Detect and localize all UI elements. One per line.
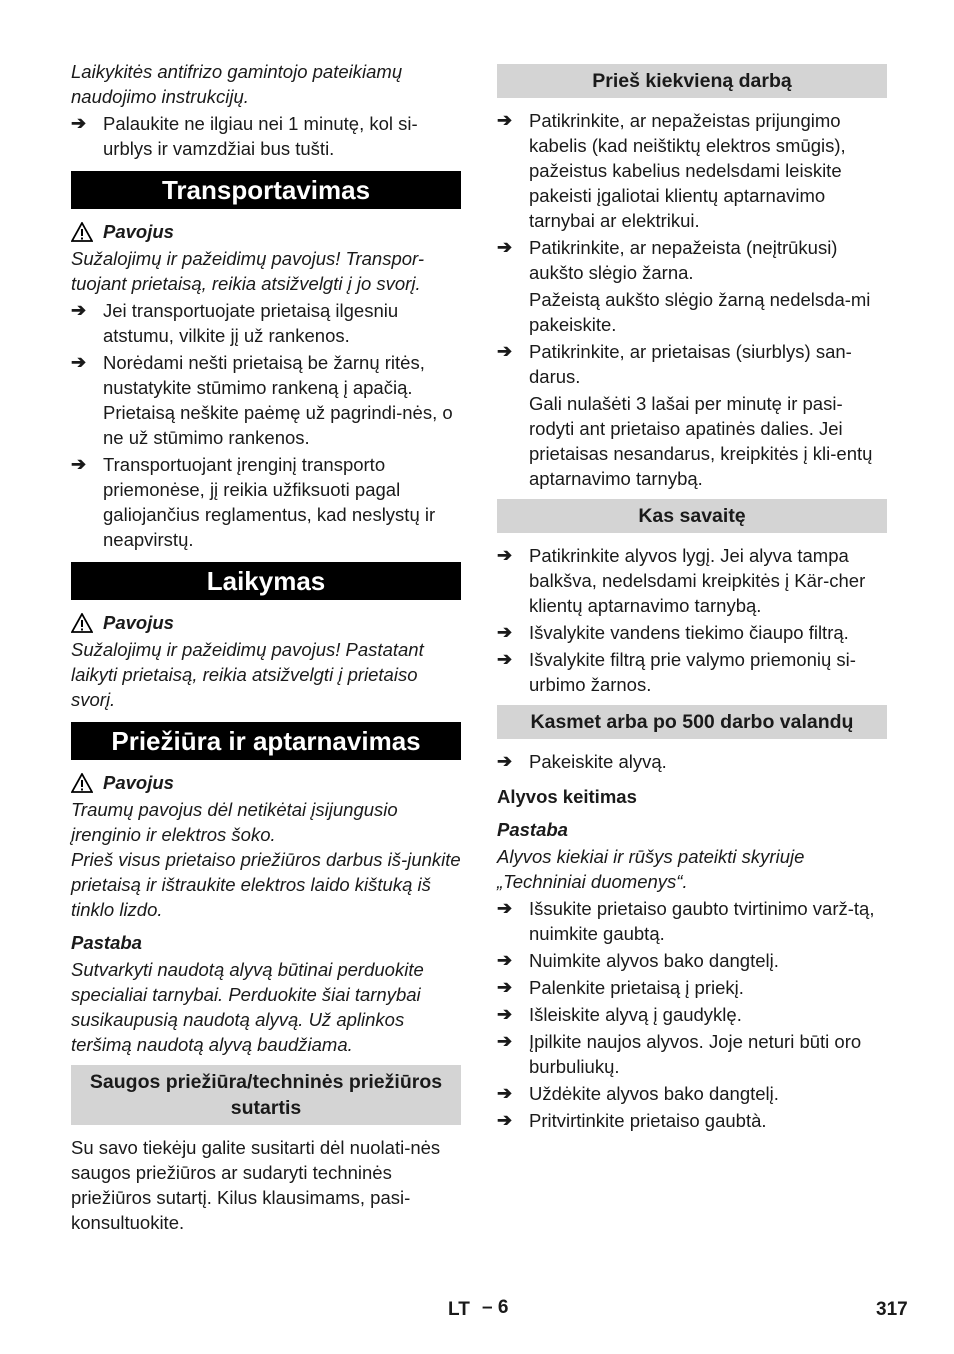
list-item: ➔ Išleiskite alyvą į gaudyklę. bbox=[497, 1004, 742, 1025]
list-item: ➔ Nuimkite alyvos bako dangtelį. bbox=[497, 950, 779, 971]
section-heading-maintenance: Priežiūra ir aptarnavimas bbox=[71, 722, 461, 760]
section-heading-weekly: Kas savaitę bbox=[497, 499, 887, 533]
arrow-right-icon: ➔ bbox=[497, 1110, 513, 1130]
list-item-subtext: Gali nulašėti 3 lašai per minutę ir pasi-rodyti ant prietaiso apatinės dalies. Jei prietaisas nesandarus, kreipkitės į kli-entų aptarnavimo tarnybą. bbox=[529, 393, 873, 489]
warning-triangle-icon bbox=[71, 773, 93, 793]
warning-label: Pavojus bbox=[71, 219, 461, 244]
contract-text: Su savo tiekėju galite susitarti dėl nuolati-nės saugos priežiūros ar sudaryti techninės priežiūros sutartį. Kilus klausimams, pasi-konsultuokite. bbox=[71, 1137, 441, 1233]
list-item: ➔ Išsukite prietaiso gaubto tvirtinimo varž-tą, nuimkite gaubtą. bbox=[497, 898, 875, 944]
arrow-right-icon: ➔ bbox=[497, 341, 513, 361]
warning-text: Sužalojimų ir pažeidimų pavojus! Pastatant laikyti prietaisą, reikia atsižvelgti į prietaiso svorį. bbox=[71, 639, 424, 710]
list-item: ➔ Patikrinkite, ar nepažeista (neįtrūkusi) aukšto slėgio žarna. bbox=[497, 237, 838, 283]
arrow-right-icon: ➔ bbox=[497, 977, 513, 997]
list-item: ➔ Patikrinkite, ar prietaisas (siurblys) san-darus. bbox=[497, 341, 852, 387]
arrow-right-icon: ➔ bbox=[497, 898, 513, 918]
arrow-right-icon: ➔ bbox=[71, 352, 87, 372]
list-item: ➔ Išvalykite filtrą prie valymo priemonių si-urbimo žarnos. bbox=[497, 649, 856, 695]
warning-text: Sužalojimų ir pažeidimų pavojus! Transpor-tuojant prietaisą, reikia atsižvelgti į jo svorį. bbox=[71, 248, 425, 294]
arrow-right-icon: ➔ bbox=[497, 751, 513, 771]
list-item: ➔ Norėdami nešti prietaisą be žarnų ritės, nustatykite stūmimo rankeną į apačią. Prietaisą neškite paėmę už pagrindi-nės, o ne už stūmimo rankenos. bbox=[71, 352, 453, 448]
arrow-right-icon: ➔ bbox=[497, 950, 513, 970]
arrow-right-icon: ➔ bbox=[497, 1031, 513, 1051]
note-text: Sutvarkyti naudotą alyvą būtinai perduokite specialiai tarnybai. Perduokite šiai tarnybai susikaupusią naudotą alyvą. Už aplinkos teršimą naudotą alyvą baudžiama. bbox=[71, 959, 424, 1055]
footer-local-page: – 6 bbox=[482, 1297, 509, 1318]
warning-text: Prieš visus prietaiso priežiūros darbus iš-junkite prietaisą ir ištraukite elektros laido kištuką iš tinklo lizdo. bbox=[71, 849, 461, 920]
sub-heading-oil-change: Alyvos keitimas bbox=[497, 786, 637, 807]
note-label: Pastaba bbox=[497, 819, 568, 840]
list-item: ➔ Palenkite prietaisą į priekį. bbox=[497, 977, 744, 998]
warning-text: Traumų pavojus dėl netikėtai įsijungusio įrenginio ir elektros šoko. bbox=[71, 799, 398, 845]
section-heading-storage: Laikymas bbox=[71, 562, 461, 600]
section-heading-transport: Transportavimas bbox=[71, 171, 461, 209]
warning-label: Pavojus bbox=[71, 610, 461, 635]
list-item: ➔ Palaukite ne ilgiau nei 1 minutę, kol si-urblys ir vamzdžiai bus tušti. bbox=[71, 113, 418, 159]
right-column bbox=[497, 64, 887, 1135]
list-item: ➔ Pakeiskite alyvą. bbox=[497, 751, 667, 772]
list-item: ➔ Pritvirtinkite prietaiso gaubtà. bbox=[497, 1110, 767, 1131]
note-label: Pastaba bbox=[71, 932, 142, 953]
list-item: ➔ Įpilkite naujos alyvos. Joje neturi būti oro burbuliukų. bbox=[497, 1031, 862, 1077]
arrow-right-icon: ➔ bbox=[71, 113, 87, 133]
arrow-right-icon: ➔ bbox=[497, 545, 513, 565]
arrow-right-icon: ➔ bbox=[71, 454, 87, 474]
left-column bbox=[71, 59, 461, 1235]
list-item: ➔ Patikrinkite, ar nepažeistas prijungimo kabelis (kad neištiktų elektros smūgis), pažeistus kabelius nedelsdami leiskite pakeisti įgaliotai klientų aptarnavimo tarnybai ar elektrikui. bbox=[497, 110, 846, 231]
arrow-right-icon: ➔ bbox=[497, 110, 513, 130]
warning-label: Pavojus bbox=[71, 770, 461, 795]
list-item-subtext: Pažeistą aukšto slėgio žarną nedelsda-mi pakeiskite. bbox=[529, 289, 871, 335]
page-number: 317 bbox=[876, 1299, 908, 1320]
list-item: ➔ Uždėkite alyvos bako dangtelį. bbox=[497, 1083, 779, 1104]
warning-triangle-icon bbox=[71, 222, 93, 242]
list-item: ➔ Patikrinkite alyvos lygį. Jei alyva tampa balkšva, nedelsdami kreipkitės į Kär-cher klientų aptarnavimo tarnybą. bbox=[497, 545, 866, 616]
arrow-right-icon: ➔ bbox=[497, 622, 513, 642]
list-item: ➔ Išvalykite vandens tiekimo čiaupo filtrą. bbox=[497, 622, 849, 643]
arrow-right-icon: ➔ bbox=[497, 649, 513, 669]
warning-triangle-icon bbox=[71, 613, 93, 633]
list-item: ➔ Jei transportuojate prietaisą ilgesniu atstumu, vilkite jį už rankenos. bbox=[71, 300, 399, 346]
arrow-right-icon: ➔ bbox=[497, 1083, 513, 1103]
arrow-right-icon: ➔ bbox=[71, 300, 87, 320]
arrow-right-icon: ➔ bbox=[497, 237, 513, 257]
footer-language: LT bbox=[448, 1299, 470, 1320]
antifreeze-note: Laikykitės antifrizo gamintojo pateikiamų naudojimo instrukcijų. bbox=[71, 61, 403, 107]
note-text: Alyvos kiekiai ir rūšys pateikti skyriuje „Techniniai duomenys“. bbox=[497, 846, 805, 892]
arrow-right-icon: ➔ bbox=[497, 1004, 513, 1024]
section-heading-before-each: Prieš kiekvieną darbą bbox=[497, 64, 887, 98]
list-item: ➔ Transportuojant įrenginį transporto priemonėse, jį reikia užfiksuoti pagal galiojančius reglamentus, kad neslystų ir neapvirstų. bbox=[71, 454, 436, 550]
section-heading-contract: Saugos priežiūra/techninės priežiūros sutartis bbox=[71, 1065, 461, 1125]
section-heading-yearly: Kasmet arba po 500 darbo valandų bbox=[497, 705, 887, 739]
